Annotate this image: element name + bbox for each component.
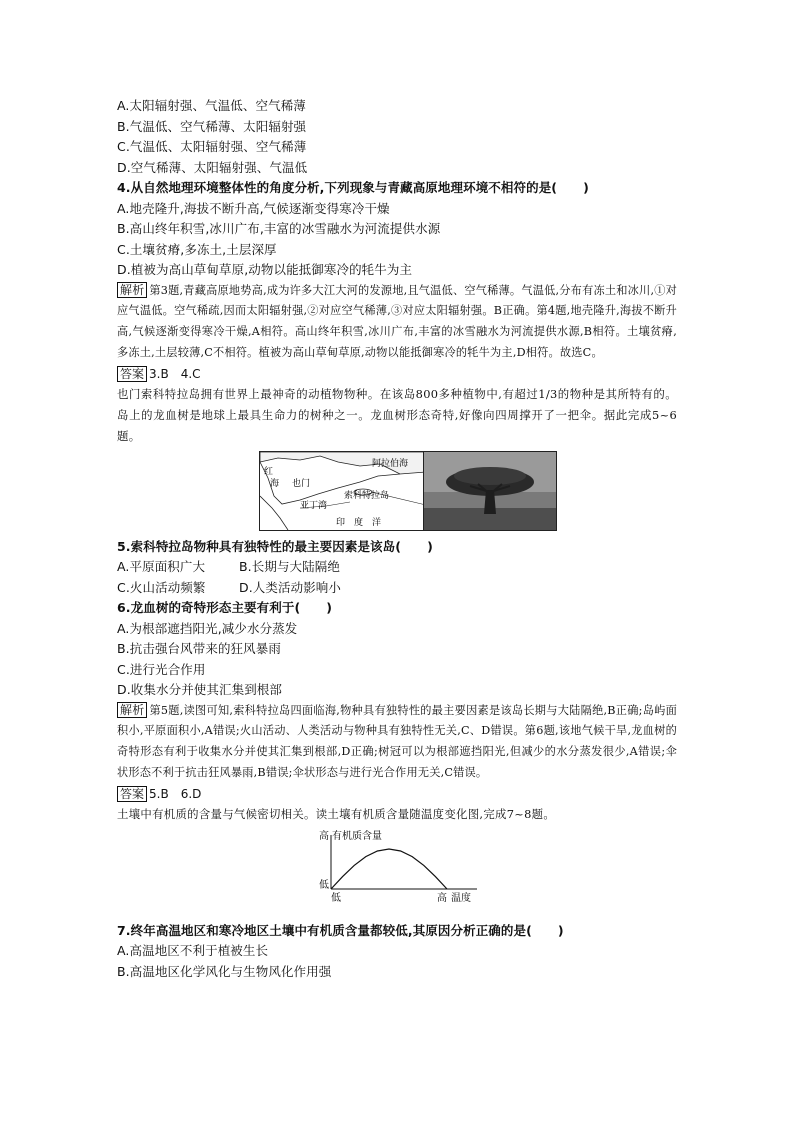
document-page [117,96,677,982]
passage-intro: 土壤中有机质的含量与气候密切相关。读土壤有机质含量随温度变化图,完成7~8题。 [117,806,556,821]
map-label-gulf-of-aden: 亚丁湾 [300,500,328,511]
analysis-block [117,701,677,784]
option-d: D.空气稀薄、太阳辐射强、气温低 [117,159,308,175]
option-b: B.气温低、空气稀薄、太阳辐射强 [117,118,307,134]
option-a: A.为根部遮挡阳光,减少水分蒸发 [117,620,298,636]
answer-block [117,784,677,804]
y-axis-label: 有机质含量 [332,830,382,842]
map-label-indian-ocean: 印 度 洋 [336,517,382,528]
option-d: D.植被为高山草甸草原,动物以能抵御寒冷的牦牛为主 [117,262,413,277]
question-stem: 4.从自然地理环境整体性的角度分析,下列现象与青藏高原地理环境不相符的是( ) [117,180,589,195]
option-d: D.收集水分并使其汇集到根部 [117,682,282,698]
x-low-label: 低 [331,892,341,904]
question-7 [117,921,677,983]
option-a: A.平原面积广大 [117,559,206,575]
option-c: C.进行光合作用 [117,661,206,677]
q3-options [117,96,677,178]
organic-matter-curve [331,849,447,889]
question-stem: 7.终年高温地区和寒冷地区土壤中有机质含量都较低,其原因分析正确的是( ) [117,922,564,938]
option-a: A.高温地区不利于植被生长 [117,943,269,959]
question-stem: 6.龙血树的奇特形态主要有利于( ) [117,600,333,616]
analysis-text: 第3题,青藏高原地势高,成为许多大江大河的发源地,且气温低、空气稀薄。气温低,分布有冻土和冰川,①对应气温低。空气稀疏,因而太阳辐射强,②对应空气稀薄,③对应太阳辐射强。B正确。第4题,地壳隆升,海拔不断升高,气候逐渐变得寒冷干燥,A相符。高山终年积雪,冰川广布,丰富的冰雪融水为河流提供水源,B相符。土壤贫瘠,多冻土,土层较薄,C不相符。植被为高山草甸草原,动物以能抵御寒冷的牦牛为主,D相符。故选C。 [117,283,677,359]
analysis-tag: 解析 [117,702,147,718]
map-label-socotra: 索科特拉岛 [344,490,390,501]
x-axis-label: 温度 [451,892,471,904]
analysis-block [117,281,677,364]
dragon-blood-tree-photo [423,451,557,531]
x-high-label: 高 [437,892,447,904]
answer-tag: 答案 [117,786,147,802]
option-b: B.抗击强台风带来的狂风暴雨 [117,641,281,657]
answer-text: 5.B 6.D [149,786,202,801]
y-high-label: 高 [319,830,329,842]
map-label-sea: 海 [270,478,280,489]
figure-row [117,451,677,533]
option-c: C.火山活动频繁 [117,579,206,595]
option-row [117,578,677,599]
option-a: A.太阳辐射强、气温低、空气稀薄 [117,98,306,113]
question-5 [117,537,677,599]
option-row [117,557,677,578]
question-stem: 5.索科特拉岛物种具有独特性的最主要因素是该岛( ) [117,538,433,554]
map-label-arabian-sea: 阿拉伯海 [372,458,409,469]
y-low-label: 低 [319,879,329,891]
socotra-map [259,451,427,531]
analysis-text: 第5题,读图可知,索科特拉岛四面临海,物种具有独特性的最主要因素是该岛长期与大陆隔绝,B正确;岛屿面积小,平原面积小,A错误;火山活动、人类活动与物种具有独特性无关,C、D错误。第6题,该地气候干旱,龙血树的奇特形态有利于收集水分并使其汇集到根部,D正确;树冠可以为根部遮挡阳光,但减少的水分蒸发很少,A错误;伞状形态不利于抗击狂风暴雨,B错误;伞状形态与进行光合作用无关,C错误。 [117,703,677,780]
passage-intro: 也门索科特拉岛拥有世界上最神奇的动植物物种。在该岛800多种植物中,有超过1/3的物种是其所特有的。岛上的龙血树是地球上最具生命力的树种之一。龙血树形态奇特,好像向四周撑开了一把伞。据此完成5~6题。 [117,386,677,443]
option-b: B.长期与大陆隔绝 [239,559,340,575]
option-c: C.土壤贫瘠,多冻土,土层深厚 [117,241,277,257]
option-a: A.地壳隆升,海拔不断升高,气候逐渐变得寒冷干燥 [117,200,390,216]
answer-tag: 答案 [117,366,147,382]
question-6 [117,598,677,701]
option-c: C.气温低、太阳辐射强、空气稀薄 [117,139,307,154]
option-b: B.高山终年积雪,冰川广布,丰富的冰雪融水为河流提供水源 [117,221,441,236]
answer-block [117,364,677,384]
map-label-yemen: 也门 [292,478,311,489]
map-label-red: 红 [264,466,274,477]
option-d: D.人类活动影响小 [239,579,341,595]
analysis-tag: 解析 [117,282,147,298]
organic-matter-chart [117,827,677,919]
question-4 [117,178,677,281]
answer-text: 3.B 4.C [149,366,201,381]
option-b: B.高温地区化学风化与生物风化作用强 [117,963,332,979]
chart-svg [117,827,677,919]
